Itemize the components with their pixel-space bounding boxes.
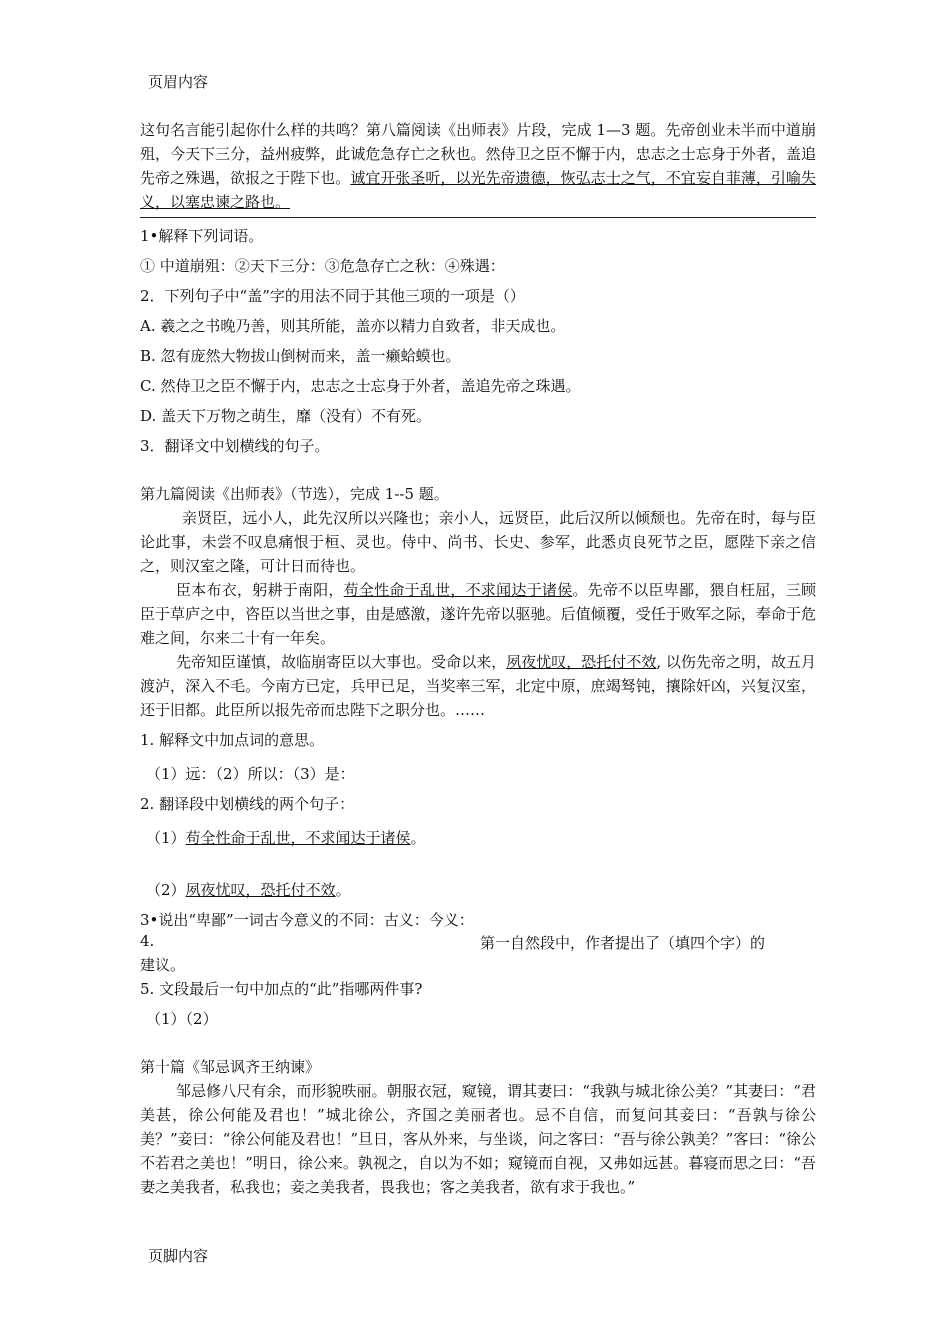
sentence-1-underlined: 苟全性命于乱世，不求闻达于诸侯 bbox=[185, 829, 411, 847]
sentence-2-label: （2） bbox=[146, 881, 186, 899]
question-4-text: 第一自然段中，作者提出了（填四个字）的 bbox=[480, 934, 766, 952]
part10-paragraph: 邹忌修八尺有余，而形貌昳丽。朝服衣冠，窥镜，谓其妻曰：“我孰与城北徐公美？”其妻曰：“君美甚，徐公何能及君也！”城北徐公，齐国之美丽者也。忌不自信，而复问其妾曰：“吾孰与徐公美？”妾曰：“徐公何能及君也！”旦日，客从外来，与坐谈，问之客曰：“吾与徐公孰美？”客曰：“徐公不若君之美也！”明日，徐公来。孰视之，自以为不如；窥镜而自视，又弗如远甚。暮寝而思之曰：“吾妻之美我者，私我也；妾之美我者，畏我也；客之美我者，欲有求于我也。” bbox=[140, 1082, 817, 1196]
part9-question-3: 3•说出“卑鄙”一词古今意义的不同：古义：今义： bbox=[140, 911, 474, 929]
part9-question-4 bbox=[140, 932, 816, 953]
part9-question-5: 5. 文段最后一句中加点的“此”指哪两件事? bbox=[140, 980, 423, 998]
sentence-1-end: 。 bbox=[410, 829, 426, 847]
part9-para2-end: 。先帝不以臣卑鄙，猥自枉屈，三顾臣于草庐之中，咨臣以当世之事，由是感激，遂许先帝以驱驰。后值倾覆，受任于败军之际，奉命于危难之间，尔来二十有一年矣。 bbox=[140, 581, 816, 647]
part8-intro-paragraph bbox=[140, 118, 816, 218]
part9-question-5-items: （1）（2） bbox=[146, 1010, 218, 1028]
part8-option-d: D. 盖天下万物之萌生，靡（没有）不有死。 bbox=[140, 407, 432, 425]
part9-question-2: 2. 翻译段中划横线的两个句子： bbox=[140, 795, 355, 813]
part9-title: 第九篇阅读《出师表》（节选），完成 1--5 题。 bbox=[140, 485, 449, 503]
document-body bbox=[140, 118, 816, 1199]
part9-paragraph-2 bbox=[140, 578, 816, 650]
part9-question-1-items: （1）远：（2）所以：（3）是： bbox=[146, 765, 355, 783]
part8-question-1: 1•解释下列词语。 bbox=[140, 227, 264, 245]
sentence-2-underlined: 夙夜忧叹，恐托付不效 bbox=[185, 881, 336, 899]
part9-para2-start: 臣本布衣，躬耕于南阳， bbox=[176, 581, 344, 599]
sentence-2-end: 。 bbox=[335, 881, 351, 899]
part8-question-3: 3．翻译文中划横线的句子。 bbox=[140, 437, 330, 455]
part8-option-c: C. 然侍卫之臣不懈于内，忠志之士忘身于外者，盖追先帝之珠遇。 bbox=[140, 377, 581, 395]
part9-para2-underlined: 苟全性命于乱世，不求闻达于诸侯 bbox=[343, 581, 573, 599]
part8-option-a: A. 羲之之书晚乃善，则其所能，盖亦以精力自致者，非天成也。 bbox=[140, 317, 566, 335]
part9-question-2-sentence-2 bbox=[140, 878, 816, 902]
part8-option-b: B. 忽有庞然大物拔山倒树而来，盖一癞蛤蟆也。 bbox=[140, 347, 461, 365]
question-4-number: 4. bbox=[140, 932, 155, 950]
page-header: 页眉内容 bbox=[148, 73, 209, 91]
part10-title: 第十篇《邹忌讽齐王纳谏》 bbox=[140, 1058, 321, 1076]
part9-question-2-sentence-1 bbox=[140, 826, 816, 850]
part9-paragraph-1: 亲贤臣，远小人，此先汉所以兴隆也；亲小人，远贤臣，此后汉所以倾颓也。先帝在时，每与臣论此事，未尝不叹息痛恨于桓、灵也。侍中、尚书、长史、参军，此悉贞良死节之臣，愿陛下亲之信之，则汉室之隆，可计日而待也。 bbox=[140, 509, 816, 575]
part9-para3-end: , 以伤先帝之明，故五月渡泸，深入不毛。今南方已定，兵甲已足，当奖率三军，北定中原，庶竭驽钝，攘除奸凶，兴复汉室，还于旧都。此臣所以报先帝而忠陛下之职分也。…… bbox=[140, 653, 816, 719]
part8-question-2: 2．下列句子中“盖”字的用法不同于其他三项的一项是（） bbox=[140, 287, 525, 305]
part9-question-4-continued: 建议。 bbox=[140, 956, 186, 974]
part8-underlined-sentence: 诚宜开张圣听，以光先帝遗德，恢弘志士之气，不宜妄自菲薄，引喻失义，以塞忠谏之路也。 bbox=[140, 169, 816, 211]
part9-paragraph-3 bbox=[140, 650, 816, 722]
part9-para3-start: 先帝知臣谨慎，故临崩寄臣以大事也。受命以来， bbox=[176, 653, 507, 671]
sentence-1-label: （1） bbox=[146, 829, 186, 847]
part8-intro-text: 这句名言能引起你什么样的共鸣？第八篇阅读《出师表》片段，完成 1—3 题。先帝创业未半而中道崩殂，今天下三分，益州疲弊，此诚危急存亡之秋也。然侍卫之臣不懈于内，忠志之士忘身于外者，盖追先帝之殊遇，欲报之于陛下也。 bbox=[140, 121, 816, 187]
part9-para3-underlined: 夙夜忧叹，恐托付不效 bbox=[506, 653, 657, 671]
page-footer: 页脚内容 bbox=[148, 1247, 209, 1265]
part8-question-1-items: ① 中道崩殂：②天下三分：③危急存亡之秋：④殊遇： bbox=[140, 257, 505, 275]
part9-question-1: 1. 解释文中加点词的意思。 bbox=[140, 731, 325, 749]
